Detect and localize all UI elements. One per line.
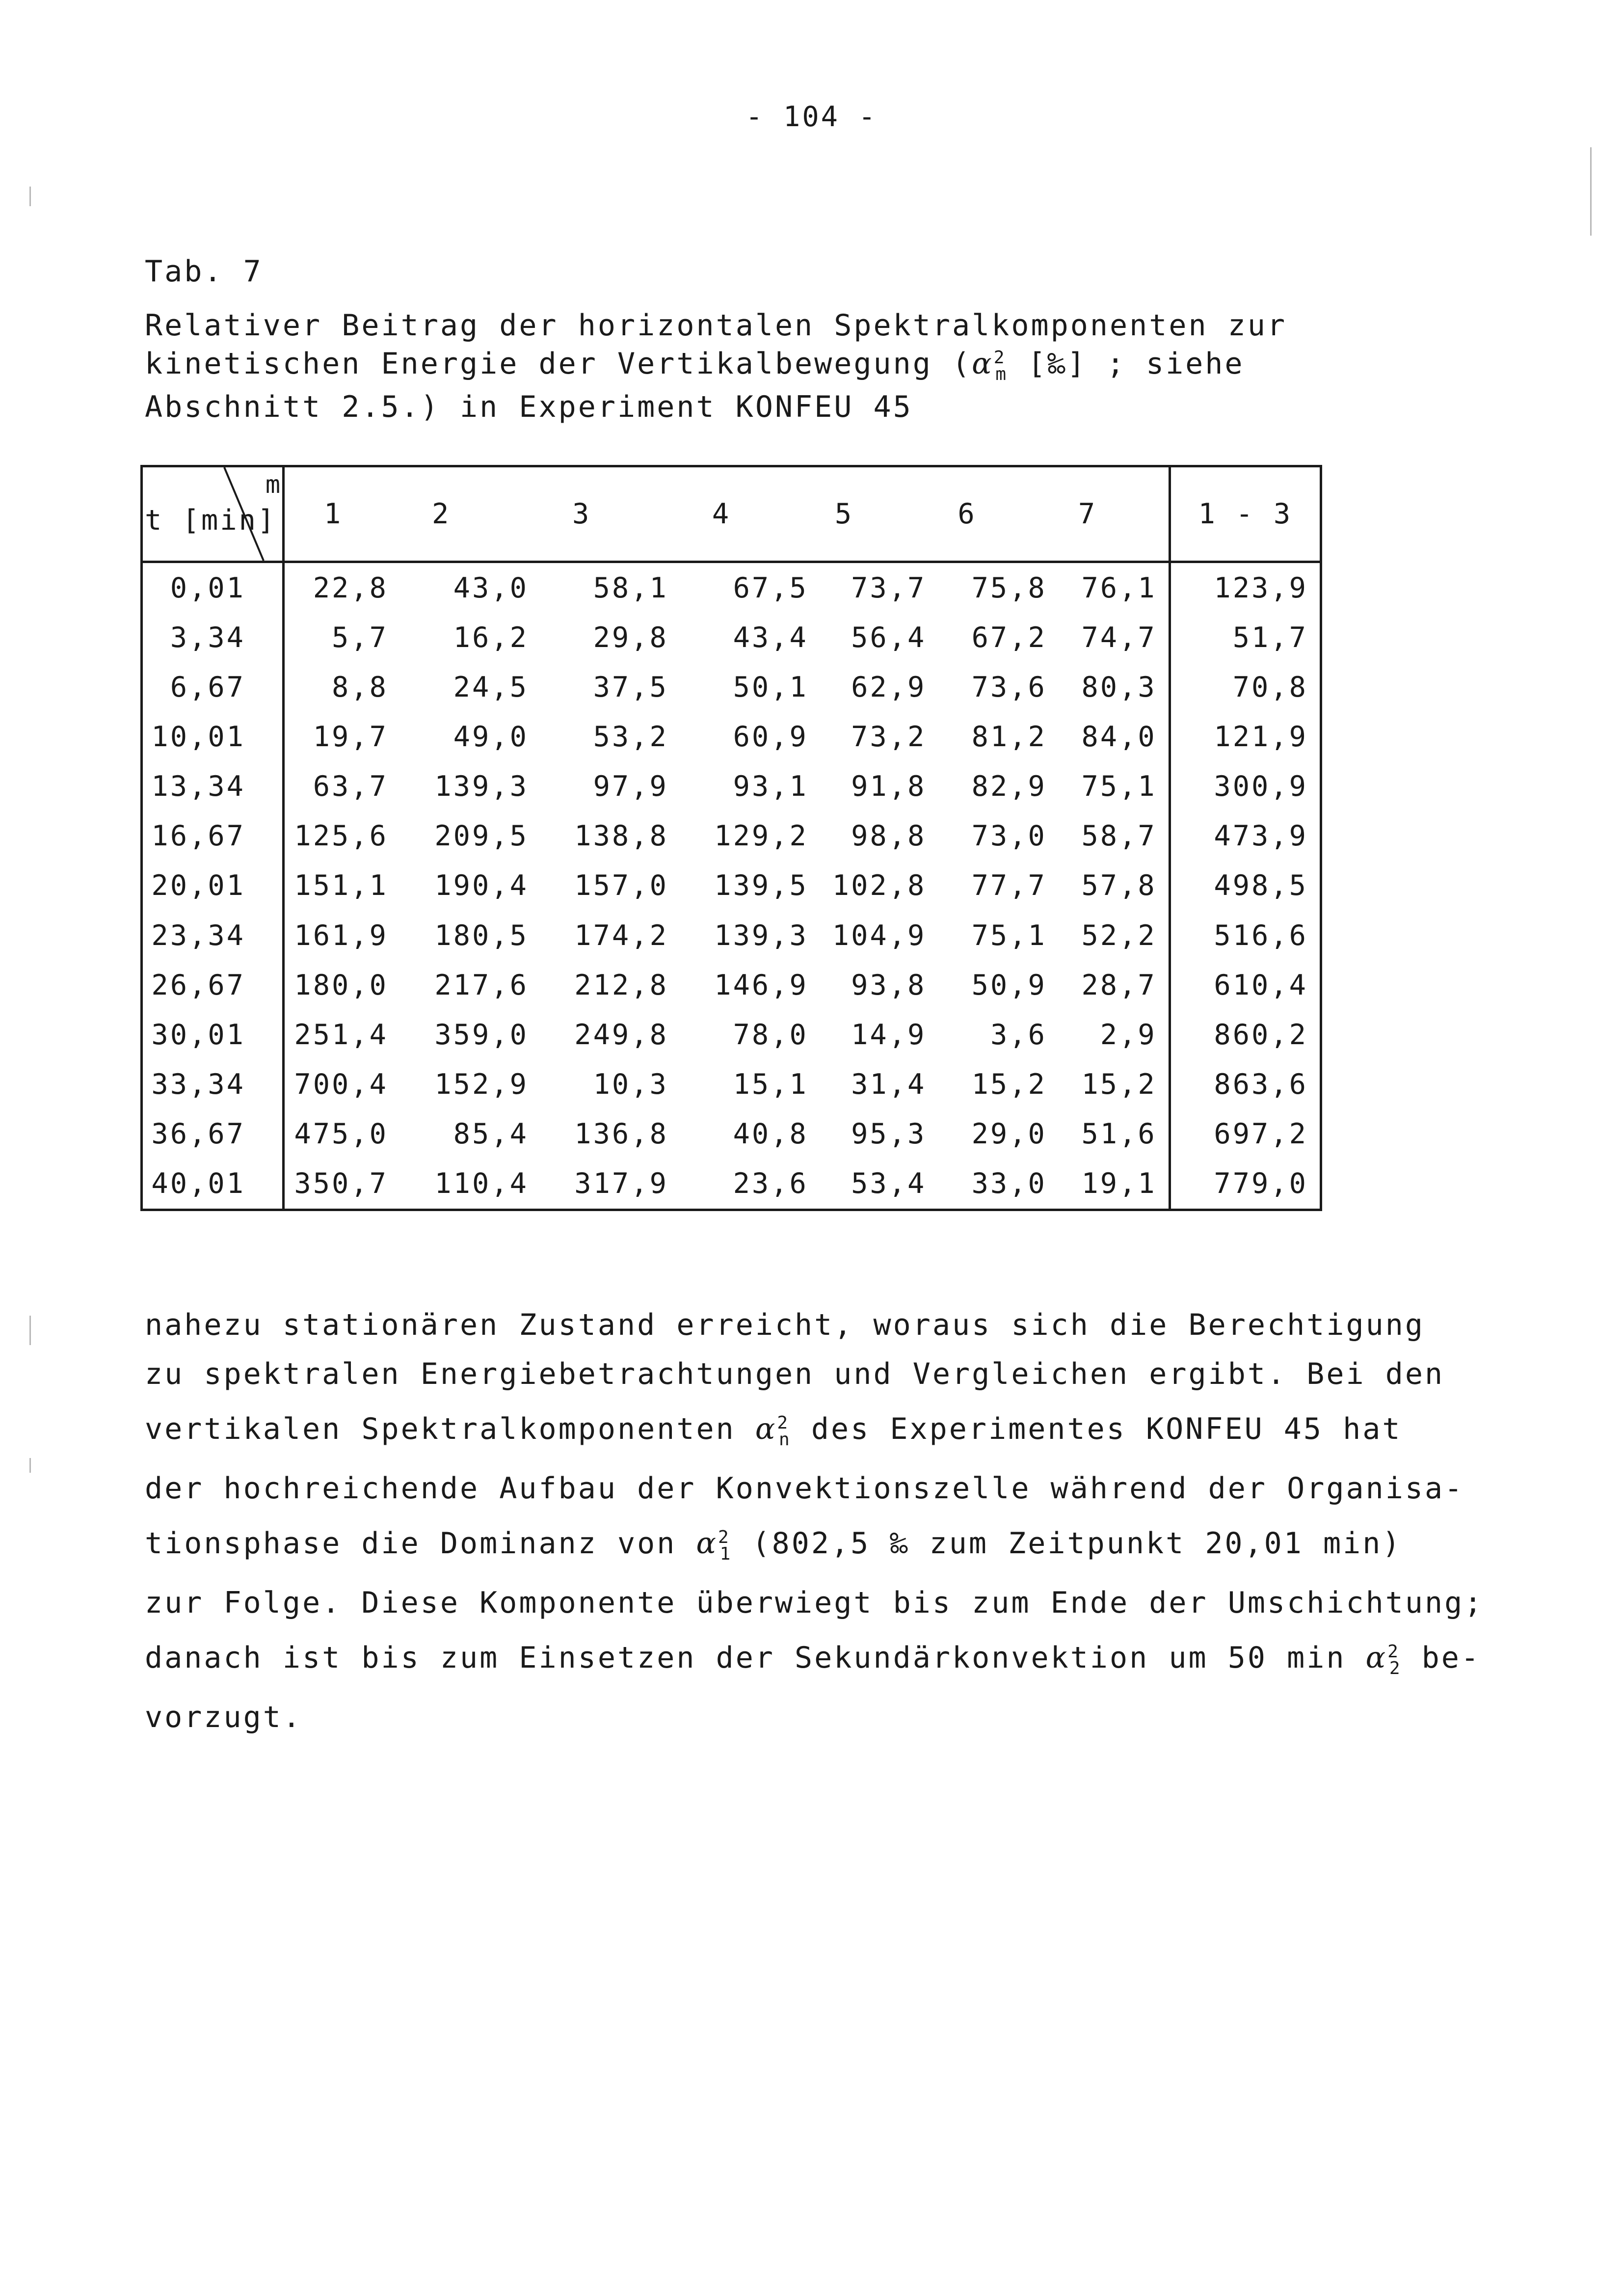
time-cell: 3,34 <box>142 613 284 662</box>
time-cell: 30,01 <box>142 1010 284 1059</box>
value-cell: 15,2 <box>971 1068 1047 1101</box>
time-cell: 20,01 <box>142 861 284 911</box>
value-cell: 33,0 <box>971 1167 1047 1200</box>
value-cell: 76,1 <box>1081 571 1157 604</box>
value-cell: 81,2 <box>971 721 1047 754</box>
time-cell: 0,01 <box>142 562 284 613</box>
value-cell: 104,9 <box>832 919 927 952</box>
scan-mark <box>29 1316 31 1345</box>
sum-cell: 498,5 <box>1170 861 1321 911</box>
time-cell: 33,34 <box>142 1059 284 1109</box>
time-cell: 10,01 <box>142 712 284 761</box>
value-cell: 84,0 <box>1081 721 1157 754</box>
value-cell: 8,8 <box>332 671 388 703</box>
value-cell: 82,9 <box>971 770 1047 803</box>
value-cell: 93,8 <box>851 969 927 1001</box>
value-cell: 157,0 <box>574 869 668 902</box>
value-cell: 151,1 <box>294 869 388 902</box>
superscript: 2 <box>1387 1642 1400 1662</box>
subscript: m <box>995 364 1009 384</box>
table-row <box>142 811 1321 861</box>
subscript: 2 <box>1389 1658 1402 1678</box>
time-cell: 26,67 <box>142 960 284 1010</box>
sum-cell: 863,6 <box>1170 1059 1321 1109</box>
text: des Experimentes KONFEU 45 hat <box>791 1412 1402 1446</box>
sum-cell: 516,6 <box>1170 911 1321 960</box>
time-cell: 13,34 <box>142 762 284 811</box>
value-cell: 91,8 <box>851 770 927 803</box>
value-cell: 60,9 <box>733 721 808 754</box>
text: (802,5 ‰ zum Zeitpunkt 20,01 min) <box>732 1526 1402 1561</box>
value-cell: 23,6 <box>733 1167 808 1200</box>
page-number: - 104 - <box>745 101 878 133</box>
text-line: der hochreichende Aufbau der Konvektionszelle während der Organisa- <box>145 1471 1464 1506</box>
value-cell: 58,1 <box>593 571 668 604</box>
value-cell: 58,7 <box>1081 820 1157 853</box>
value-cell: 73,6 <box>971 671 1047 703</box>
scan-mark <box>29 1458 31 1473</box>
superscript: 2 <box>993 348 1007 368</box>
value-cell: 700,4 <box>294 1068 388 1101</box>
value-cell: 19,1 <box>1081 1167 1157 1200</box>
time-cell: 40,01 <box>142 1159 284 1210</box>
text-line <box>145 1399 1494 1464</box>
value-cell: 24,5 <box>453 671 529 703</box>
sum-cell: 70,8 <box>1170 662 1321 712</box>
column-header: 5 <box>820 466 938 562</box>
column-header: 3 <box>540 466 680 562</box>
time-cell: 6,67 <box>142 662 284 712</box>
sum-cell: 697,2 <box>1170 1109 1321 1159</box>
scan-mark <box>29 187 31 206</box>
table-label: Tab. 7 <box>145 254 263 289</box>
sum-cell: 51,7 <box>1170 613 1321 662</box>
alpha-symbol: α <box>972 347 994 381</box>
value-cell: 190,4 <box>434 869 529 902</box>
data-table <box>140 465 1322 1211</box>
value-cell: 29,0 <box>971 1118 1047 1151</box>
value-cell: 317,9 <box>574 1167 668 1200</box>
value-cell: 40,8 <box>733 1118 808 1151</box>
table-caption <box>145 309 1323 423</box>
table-row <box>142 762 1321 811</box>
value-cell: 10,3 <box>593 1068 668 1101</box>
text-line <box>145 1627 1494 1693</box>
sum-cell: 300,9 <box>1170 762 1321 811</box>
value-cell: 51,6 <box>1081 1118 1157 1151</box>
value-cell: 217,6 <box>434 969 529 1001</box>
alpha-symbol: α <box>696 1526 718 1561</box>
table-row <box>142 562 1321 613</box>
column-header: 1 <box>284 466 400 562</box>
value-cell: 37,5 <box>593 671 668 703</box>
corner-cell <box>142 466 284 562</box>
text-line: zu spektralen Energiebetrachtungen und Vergleichen ergibt. Bei den <box>145 1356 1445 1391</box>
value-cell: 75,8 <box>971 571 1047 604</box>
value-cell: 43,4 <box>733 621 808 654</box>
value-cell: 138,8 <box>574 820 668 853</box>
value-cell: 78,0 <box>733 1018 808 1051</box>
value-cell: 180,0 <box>294 969 388 1001</box>
value-cell: 31,4 <box>851 1068 927 1101</box>
column-header: 2 <box>400 466 540 562</box>
column-header-sum: 1 - 3 <box>1170 466 1321 562</box>
superscript: 2 <box>718 1527 731 1547</box>
value-cell: 359,0 <box>434 1018 529 1051</box>
sum-cell: 860,2 <box>1170 1010 1321 1059</box>
caption-text: kinetischen Energie der Vertikalbewegung ( <box>145 347 972 381</box>
table-row <box>142 1159 1321 1210</box>
value-cell: 125,6 <box>294 820 388 853</box>
caption-line: Abschnitt 2.5.) in Experiment KONFEU 45 <box>145 390 913 424</box>
table-row <box>142 960 1321 1010</box>
value-cell: 180,5 <box>434 919 529 952</box>
value-cell: 174,2 <box>574 919 668 952</box>
table-row <box>142 911 1321 960</box>
value-cell: 249,8 <box>574 1018 668 1051</box>
value-cell: 15,2 <box>1081 1068 1157 1101</box>
value-cell: 73,2 <box>851 721 927 754</box>
value-cell: 110,4 <box>434 1167 529 1200</box>
value-cell: 62,9 <box>851 671 927 703</box>
alpha-symbol: α <box>1365 1641 1388 1675</box>
caption-text: [‰] ; siehe <box>1008 347 1245 381</box>
value-cell: 22,8 <box>313 571 388 604</box>
subscript: n <box>779 1430 792 1450</box>
text-line: zur Folge. Diese Komponente überwiegt bis zum Ende der Umschichtung; <box>145 1585 1484 1620</box>
superscript: 2 <box>777 1413 790 1433</box>
scan-mark <box>1590 147 1592 236</box>
value-cell: 50,9 <box>971 969 1047 1001</box>
value-cell: 75,1 <box>971 919 1047 952</box>
value-cell: 77,7 <box>971 869 1047 902</box>
value-cell: 152,9 <box>434 1068 529 1101</box>
column-header: 6 <box>938 466 1059 562</box>
sum-cell: 123,9 <box>1170 562 1321 613</box>
value-cell: 93,1 <box>733 770 808 803</box>
table-row <box>142 861 1321 911</box>
table-row <box>142 662 1321 712</box>
value-cell: 5,7 <box>332 621 388 654</box>
time-cell: 16,67 <box>142 811 284 861</box>
value-cell: 56,4 <box>851 621 927 654</box>
value-cell: 139,3 <box>434 770 529 803</box>
value-cell: 50,1 <box>733 671 808 703</box>
text: be- <box>1402 1641 1481 1675</box>
value-cell: 146,9 <box>714 969 808 1001</box>
value-cell: 73,0 <box>971 820 1047 853</box>
value-cell: 129,2 <box>714 820 808 853</box>
value-cell: 139,3 <box>714 919 808 952</box>
value-cell: 75,1 <box>1081 770 1157 803</box>
table-row <box>142 1059 1321 1109</box>
value-cell: 98,8 <box>851 820 927 853</box>
table-header-row <box>142 466 1321 562</box>
value-cell: 95,3 <box>851 1118 927 1151</box>
value-cell: 85,4 <box>453 1118 529 1151</box>
alpha-symbol: α <box>755 1412 777 1446</box>
value-cell: 251,4 <box>294 1018 388 1051</box>
caption-line: Relativer Beitrag der horizontalen Spektralkomponenten zur <box>145 308 1287 343</box>
table-row <box>142 1109 1321 1159</box>
value-cell: 97,9 <box>593 770 668 803</box>
value-cell: 19,7 <box>313 721 388 754</box>
column-header: 4 <box>680 466 820 562</box>
text: tionsphase die Dominanz von <box>145 1526 696 1561</box>
value-cell: 15,1 <box>733 1068 808 1101</box>
sum-cell: 473,9 <box>1170 811 1321 861</box>
value-cell: 57,8 <box>1081 869 1157 902</box>
value-cell: 53,2 <box>593 721 668 754</box>
text-line <box>145 1513 1494 1579</box>
value-cell: 14,9 <box>851 1018 927 1051</box>
value-cell: 139,5 <box>714 869 808 902</box>
text: vertikalen Spektralkomponenten <box>145 1412 755 1446</box>
value-cell: 475,0 <box>294 1118 388 1151</box>
time-cell: 23,34 <box>142 911 284 960</box>
value-cell: 3,6 <box>990 1018 1047 1051</box>
value-cell: 52,2 <box>1081 919 1157 952</box>
sum-cell: 779,0 <box>1170 1159 1321 1210</box>
value-cell: 74,7 <box>1081 621 1157 654</box>
value-cell: 350,7 <box>294 1167 388 1200</box>
value-cell: 28,7 <box>1081 969 1157 1001</box>
column-header: 7 <box>1059 466 1170 562</box>
table-row <box>142 613 1321 662</box>
value-cell: 161,9 <box>294 919 388 952</box>
value-cell: 80,3 <box>1081 671 1157 703</box>
row-axis-label: t [min] <box>145 504 277 537</box>
value-cell: 67,2 <box>971 621 1047 654</box>
body-paragraph <box>145 1301 1494 1742</box>
sum-cell: 610,4 <box>1170 960 1321 1010</box>
text-line: nahezu stationären Zustand erreicht, woraus sich die Berechtigung <box>145 1308 1425 1342</box>
value-cell: 209,5 <box>434 820 529 853</box>
table-row <box>142 1010 1321 1059</box>
text: danach ist bis zum Einsetzen der Sekundärkonvektion um 50 min <box>145 1641 1366 1675</box>
value-cell: 16,2 <box>453 621 529 654</box>
column-axis-label: m <box>265 470 282 499</box>
subscript: 1 <box>719 1544 733 1564</box>
text-line: vorzugt. <box>145 1700 302 1734</box>
value-cell: 73,7 <box>851 571 927 604</box>
value-cell: 53,4 <box>851 1167 927 1200</box>
value-cell: 29,8 <box>593 621 668 654</box>
value-cell: 63,7 <box>313 770 388 803</box>
value-cell: 136,8 <box>574 1118 668 1151</box>
caption-line <box>145 342 1323 391</box>
value-cell: 212,8 <box>574 969 668 1001</box>
sum-cell: 121,9 <box>1170 712 1321 761</box>
table-row <box>142 712 1321 761</box>
value-cell: 49,0 <box>453 721 529 754</box>
value-cell: 43,0 <box>453 571 529 604</box>
value-cell: 67,5 <box>733 571 808 604</box>
value-cell: 2,9 <box>1100 1018 1157 1051</box>
value-cell: 102,8 <box>832 869 927 902</box>
time-cell: 36,67 <box>142 1109 284 1159</box>
